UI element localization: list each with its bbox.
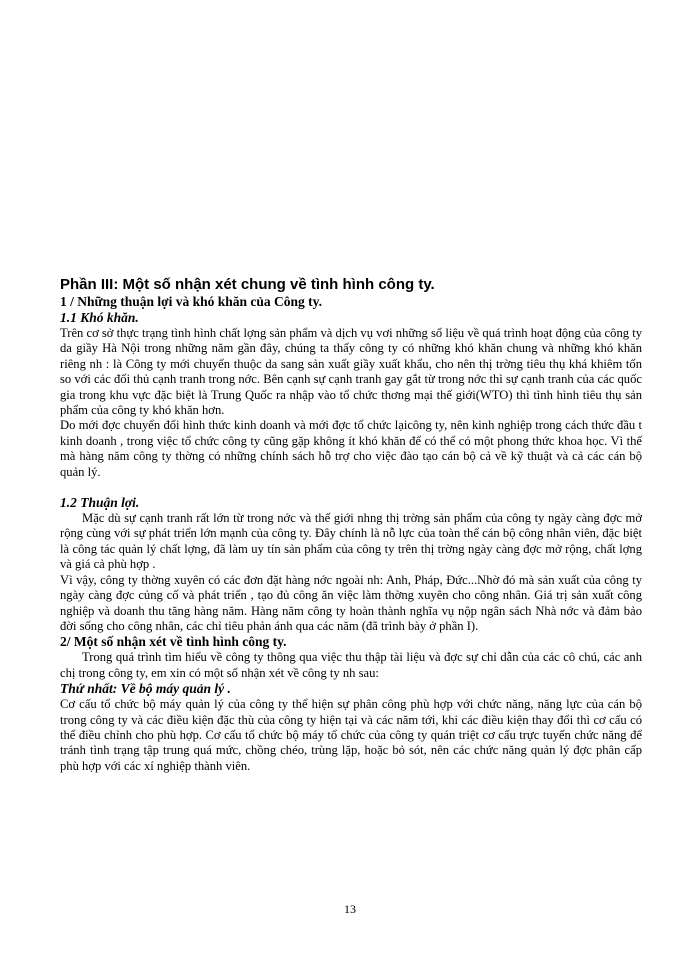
subsection-2-1-heading: Thứ nhất: Về bộ máy quản lý . (60, 681, 231, 697)
paragraph-remarks-intro: Trong quá trình tìm hiểu về công ty thông qua việc thu thập tài liệu và đợc sự chỉ dẫn của các cô chú, các anh chị trong công ty, em xin có một số nhận xét về công ty nh sau: (60, 650, 642, 680)
paragraph-difficulties-2: Do mới đợc chuyển đổi hình thức kinh doanh và mới đợc tổ chức lạicông ty, nên kinh nghiệp trong cách thức đầu t kinh doanh , trong việc tổ chức công ty cũng gặp không ít khó khăn để có thể có một phong thức khoa học. Vì thế mà hàng năm công ty thờng có những chính sách hỗ trợ cho việc đào tạo cán bộ cả về kỹ thuật và cả các cán bộ quản lý. (60, 418, 642, 479)
paragraph-advantages-2: Vì vậy, công ty thờng xuyên có các đơn đặt hàng nớc ngoài nh: Anh, Pháp, Đức...Nhờ đó mà sản xuất của công ty ngày càng đợc củng cố và phát triển , tạo đủ công ăn việc làm thờng xuyên cho công nhân. Giá trị sản xuất công nghiệp và doanh thu tăng hàng năm. Hàng năm công ty hoàn thành nghĩa vụ nộp ngân sách Nhà nớc và đảm bảo đời sống cho công nhân, các chỉ tiêu phản ánh qua các năm (đã trình bày ở phần I). (60, 572, 642, 633)
paragraph-advantages-1: Mặc dù sự cạnh tranh rất lớn từ trong nớc và thế giới nhng thị trờng sản phẩm của công ty ngày càng đợc mở rộng cùng với sự phát triển lớn mạnh của công ty. Đây chính là nỗ lực của toàn thể cán bộ công nhân viên, đặc biệt là công tác quản lý chất lợng, đã làm uy tín sản phẩm của công ty trên thị trờng ngày càng đợc mở rộng, chất lợng và giá cả phù hợp . (60, 511, 642, 572)
page-number: 13 (344, 902, 356, 916)
subsection-1-1-heading: 1.1 Khó khăn. (60, 310, 139, 325)
section-2-heading: 2/ Một số nhận xét về tình hình công ty. (60, 634, 287, 650)
page-content (60, 276, 642, 774)
part-title: Phần III: Một số nhận xét chung về tình hình công ty. (60, 276, 435, 293)
paragraph-management-structure: Cơ cấu tổ chức bộ máy quản lý của công ty thể hiện sự phân công phù hợp với chức năng, năng lực của cán bộ trong công ty và các điều kiện đặc thù của công ty hiện tại và các năm tới, khi các điều kiện thay đổi thì cơ cấu có thể điều chỉnh cho phù hợp. Cơ cấu tổ chức bộ máy tổ chức của công ty quán triệt cơ cấu trực tuyến chức năng để tránh tình trạng tập trung quá mức, chồng chéo, trùng lặp, hoặc bỏ sót, nên các chức năng quản lý đợc phân cấp phù hợp với các xí nghiệp thành viên. (60, 697, 642, 773)
section-1-heading: 1 / Những thuận lợi và khó khăn của Công ty. (60, 294, 323, 309)
paragraph-difficulties-1: Trên cơ sở thực trạng tình hình chất lợng sản phẩm và dịch vụ vơi những số liệu về quá trình hoạt động của công ty da giầy Hà Nội trong những năm gần đây, chúng ta thấy công ty có những khó khăn chung và những khó khăn riêng nh : là Công ty mới chuyển thuộc da sang sản xuất giầy xuất khẩu, cho nên thị trờng tiêu thụ khá khiêm tốn so với các đối thủ cạnh tranh trong nớc. Bên cạnh sự cạnh tranh gay gắt từ trong nớc thì sự cạnh tranh của các quốc gia trong khu vực đặc biệt là Trung Quốc ra nhập vào tổ chức thơng mại thế giới(WTO) thì tình hình tiêu thụ sản phẩm của công ty khó khăn hơn. (60, 326, 642, 418)
subsection-1-2-heading: 1.2 Thuận lợi. (60, 495, 140, 511)
paragraph-gap (60, 480, 642, 495)
